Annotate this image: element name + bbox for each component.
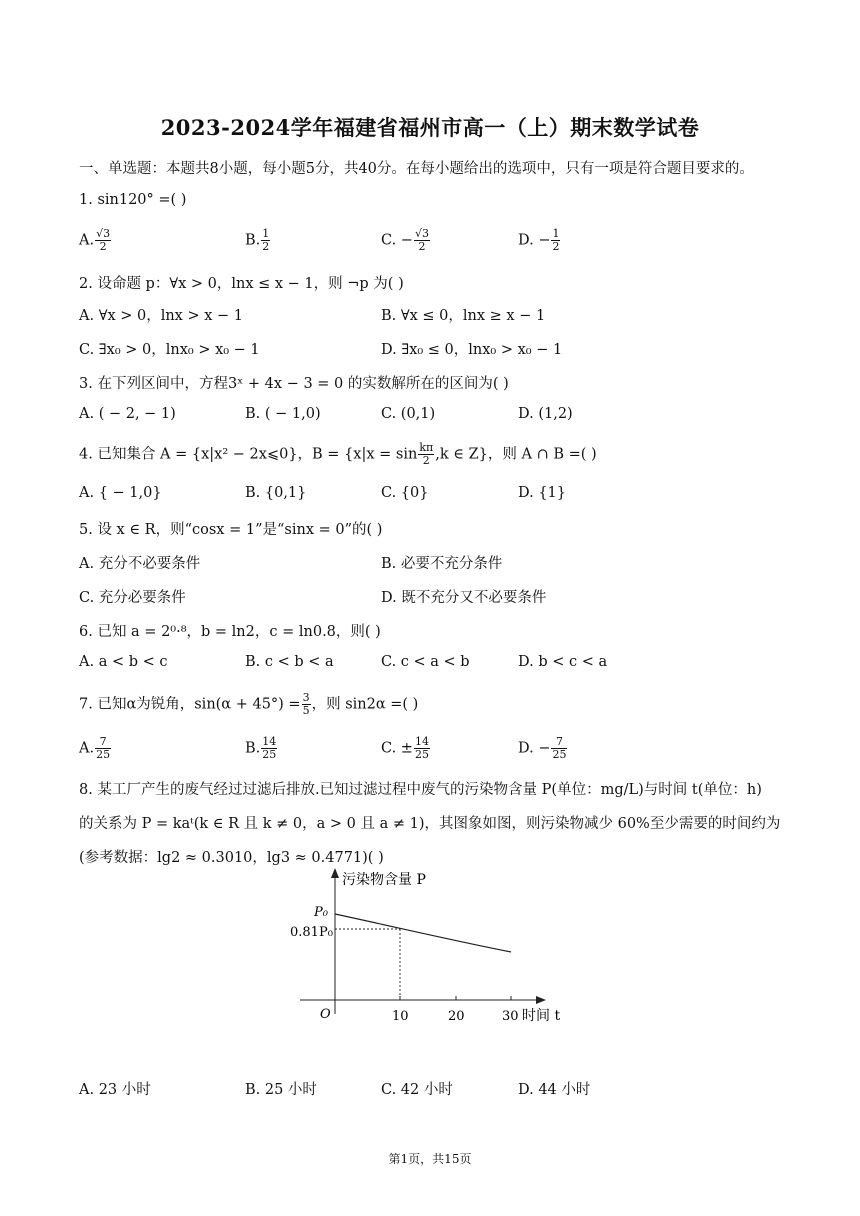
q6-option-c: C. c < a < b	[381, 654, 470, 670]
p0-label: P₀	[314, 905, 328, 920]
q2-option-c: C. ∃x₀ > 0，lnx₀ > x₀ − 1	[79, 342, 260, 358]
x-tick-label-30: 30	[502, 1009, 519, 1024]
q8-option-c: C. 42 小时	[381, 1082, 453, 1098]
q4-option-a: A. { − 1,0}	[79, 485, 162, 501]
q2-option-b: B. ∀x ≤ 0，lnx ≥ x − 1	[381, 308, 546, 324]
q3-option-c: C. (0,1)	[381, 406, 436, 422]
y-axis-label: 污染物含量 P	[342, 872, 426, 888]
q5-option-d: D. 既不充分又不必要条件	[381, 590, 547, 606]
question-8-line-2: 的关系为 P = kaᵗ(k ∈ R 且 k ≠ 0，a > 0 且 a ≠ 1)，其图象如图，则污染物减少 60%至少需要的时间约为	[79, 816, 781, 832]
q7-option-b: B. $\frac{14}{25}$	[245, 735, 277, 761]
q1-option-d: D. − $\frac{1}{2}$	[518, 227, 560, 253]
question-4-stem: 4. 已知集合 A = {x|x² − 2x⩽0}，B = {x|x = sin $\frac{k\pi}{2}$ ,k ∈ Z}，则 A ∩ B =( )	[79, 441, 597, 467]
page-title: 2023-2024学年福建省福州市高一（上）期末数学试卷	[160, 115, 700, 140]
q8-option-d: D. 44 小时	[518, 1082, 591, 1098]
q3-option-a: A. ( − 2, − 1)	[79, 406, 176, 422]
q6-option-d: D. b < c < a	[518, 654, 608, 670]
q6-option-a: A. a < b < c	[79, 654, 168, 670]
q1-option-c: C. − $\frac{√3}{2}$	[381, 227, 429, 253]
y-axis-arrow	[331, 868, 339, 878]
origin-label: O	[320, 1007, 331, 1022]
p081-label: 0.81P₀	[290, 925, 333, 940]
question-8-line-3: (参考数据：lg2 ≈ 0.3010，lg3 ≈ 0.4771)( )	[79, 850, 384, 866]
x-axis-label: 时间 t	[522, 1008, 561, 1024]
question-1-stem: 1. sin120° =( )	[79, 192, 187, 208]
q2-option-a: A. ∀x > 0，lnx > x − 1	[79, 308, 244, 324]
question-2-stem: 2. 设命题 p：∀x > 0，lnx ≤ x − 1，则 ¬p 为( )	[79, 276, 404, 292]
section-heading: 一、单选题：本题共8小题，每小题5分，共40分。在每小题给出的选项中，只有一项是符合题目要求的。	[79, 161, 754, 177]
x-tick-label-10: 10	[392, 1009, 409, 1024]
q8-option-b: B. 25 小时	[245, 1082, 317, 1098]
question-3-stem: 3. 在下列区间中，方程3ˣ + 4x − 3 = 0 的实数解所在的区间为( )	[79, 376, 509, 392]
q3-option-b: B. ( − 1,0)	[245, 406, 321, 422]
q5-option-a: A. 充分不必要条件	[79, 556, 201, 572]
x-axis-arrow	[536, 996, 546, 1004]
x-tick-label-20: 20	[448, 1009, 465, 1024]
q2-option-d: D. ∃x₀ ≤ 0，lnx₀ > x₀ − 1	[381, 342, 563, 358]
q4-option-c: C. {0}	[381, 485, 429, 501]
q3-option-d: D. (1,2)	[518, 406, 573, 422]
decay-curve	[335, 914, 511, 952]
q5-option-b: B. 必要不充分条件	[381, 556, 503, 572]
q1-option-a: A. $\frac{√3}{2}$	[79, 227, 111, 253]
q5-option-c: C. 充分必要条件	[79, 590, 186, 606]
q8-option-a: A. 23 小时	[79, 1082, 151, 1098]
question-8-line-1: 8. 某工厂产生的废气经过过滤后排放.已知过滤过程中废气的污染物含量 P(单位：mg/L)与时间 t(单位：h)	[79, 782, 762, 798]
q7-option-c: C. ± $\frac{14}{25}$	[381, 735, 429, 761]
q6-option-b: B. c < b < a	[245, 654, 334, 670]
q1-option-b: B. $\frac{1}{2}$	[245, 227, 270, 253]
page-footer: 第1页，共15页	[388, 1152, 472, 1166]
q7-option-a: A. $\frac{7}{25}$	[79, 735, 111, 761]
question-5-stem: 5. 设 x ∈ R，则“cosx = 1”是“sinx = 0”的( )	[79, 522, 383, 538]
q4-option-d: D. {1}	[518, 485, 567, 501]
decay-graph	[290, 866, 580, 1046]
question-6-stem: 6. 已知 a = 2⁰·⁸，b = ln2，c = ln0.8，则( )	[79, 624, 381, 640]
question-7-stem: 7. 已知α为锐角，sin(α + 45°) = $\frac{3}{5}$ ，则 sin2α =( )	[79, 691, 419, 717]
q7-option-d: D. − $\frac{7}{25}$	[518, 735, 567, 761]
q4-option-b: B. {0,1}	[245, 485, 307, 501]
